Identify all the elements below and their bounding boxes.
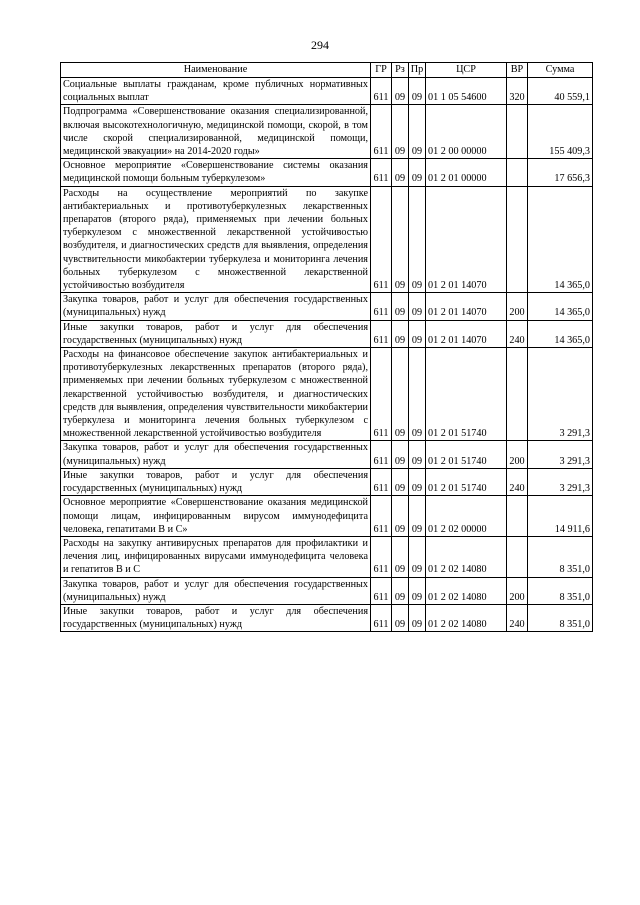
cell-sum: 14 365,0 — [528, 186, 593, 293]
table-row — [61, 348, 593, 441]
cell-gr: 611 — [371, 536, 392, 577]
table-header-row — [61, 63, 593, 78]
cell-rz: 09 — [392, 159, 409, 186]
cell-vr: 240 — [507, 604, 528, 631]
table-row — [61, 577, 593, 604]
table-row — [61, 496, 593, 537]
cell-csr: 01 2 01 14070 — [426, 293, 507, 320]
cell-sum: 17 656,3 — [528, 159, 593, 186]
cell-rz: 09 — [392, 348, 409, 441]
table-row — [61, 78, 593, 105]
cell-vr: 200 — [507, 293, 528, 320]
cell-csr: 01 2 01 51740 — [426, 441, 507, 468]
cell-gr: 611 — [371, 468, 392, 495]
cell-pr: 09 — [409, 468, 426, 495]
cell-vr — [507, 496, 528, 537]
cell-sum: 14 365,0 — [528, 320, 593, 347]
cell-pr: 09 — [409, 186, 426, 293]
page-number: 294 — [311, 38, 329, 52]
cell-name: Основное мероприятие «Совершенствование оказания медицинской помощи лицам, инфицированным вирусом иммунодефицита человека, гепатитами В и С» — [61, 496, 371, 537]
cell-rz: 09 — [392, 496, 409, 537]
cell-sum: 3 291,3 — [528, 468, 593, 495]
cell-rz: 09 — [392, 604, 409, 631]
cell-csr: 01 2 01 14070 — [426, 320, 507, 347]
cell-pr: 09 — [409, 78, 426, 105]
cell-rz: 09 — [392, 320, 409, 347]
budget-table — [60, 62, 593, 632]
table-body — [61, 78, 593, 632]
cell-name: Иные закупки товаров, работ и услуг для обеспечения государственных (муниципальных) нужд — [61, 320, 371, 347]
cell-sum: 3 291,3 — [528, 348, 593, 441]
cell-name: Социальные выплаты гражданам, кроме публичных нормативных социальных выплат — [61, 78, 371, 105]
cell-rz: 09 — [392, 468, 409, 495]
table-row — [61, 293, 593, 320]
cell-rz: 09 — [392, 105, 409, 159]
cell-name: Иные закупки товаров, работ и услуг для обеспечения государственных (муниципальных) нужд — [61, 604, 371, 631]
table-row — [61, 159, 593, 186]
cell-rz: 09 — [392, 78, 409, 105]
cell-pr: 09 — [409, 293, 426, 320]
cell-pr: 09 — [409, 159, 426, 186]
cell-vr: 200 — [507, 577, 528, 604]
table-row — [61, 105, 593, 159]
cell-name: Закупка товаров, работ и услуг для обеспечения государственных (муниципальных) нужд — [61, 577, 371, 604]
table-row — [61, 604, 593, 631]
cell-pr: 09 — [409, 536, 426, 577]
table-row — [61, 320, 593, 347]
table-row — [61, 186, 593, 293]
cell-csr: 01 2 02 00000 — [426, 496, 507, 537]
table-row — [61, 468, 593, 495]
cell-vr: 240 — [507, 320, 528, 347]
cell-rz: 09 — [392, 186, 409, 293]
cell-csr: 01 2 02 14080 — [426, 536, 507, 577]
cell-sum: 3 291,3 — [528, 441, 593, 468]
cell-name: Расходы на закупку антивирусных препаратов для профилактики и лечения лиц, инфицированных вирусами иммунодефицита человека и гепатитов В и С — [61, 536, 371, 577]
cell-pr: 09 — [409, 320, 426, 347]
cell-rz: 09 — [392, 293, 409, 320]
cell-sum: 8 351,0 — [528, 604, 593, 631]
cell-name: Основное мероприятие «Совершенствование системы оказания медицинской помощи больным туберкулезом» — [61, 159, 371, 186]
cell-csr: 01 2 01 51740 — [426, 468, 507, 495]
cell-csr: 01 2 02 14080 — [426, 577, 507, 604]
cell-sum: 8 351,0 — [528, 577, 593, 604]
cell-gr: 611 — [371, 78, 392, 105]
cell-vr: 320 — [507, 78, 528, 105]
cell-pr: 09 — [409, 105, 426, 159]
cell-vr: 200 — [507, 441, 528, 468]
cell-sum: 40 559,1 — [528, 78, 593, 105]
cell-name: Расходы на финансовое обеспечение закупок антибактериальных и противотуберкулезных лекарственных препаратов (второго ряда), применяемых при лечении больных туберкулезом с множественной лекарственной устойчивостью возбудителя, и диагностических средств для выявления, определения чувствительности микобактерии туберкулеза и мониторинга лечения больных туберкулезом с множественной лекарственной устойчивостью возбудителя — [61, 348, 371, 441]
header-csr: ЦСР — [426, 63, 507, 78]
cell-pr: 09 — [409, 348, 426, 441]
cell-csr: 01 2 02 14080 — [426, 604, 507, 631]
cell-gr: 611 — [371, 186, 392, 293]
cell-sum: 14 911,6 — [528, 496, 593, 537]
table-row — [61, 536, 593, 577]
cell-name: Закупка товаров, работ и услуг для обеспечения государственных (муниципальных) нужд — [61, 293, 371, 320]
cell-name: Подпрограмма «Совершенствование оказания специализированной, включая высокотехнологичную, медицинской помощи, скорой, в том числе скорой специализированной, медицинской помощи, медицинской эвакуации» на 2014-2020 годы» — [61, 105, 371, 159]
table-row — [61, 441, 593, 468]
cell-gr: 611 — [371, 496, 392, 537]
cell-gr: 611 — [371, 320, 392, 347]
cell-gr: 611 — [371, 441, 392, 468]
cell-pr: 09 — [409, 441, 426, 468]
header-vr: ВР — [507, 63, 528, 78]
cell-vr — [507, 159, 528, 186]
cell-gr: 611 — [371, 105, 392, 159]
header-pr: Пр — [409, 63, 426, 78]
cell-name: Иные закупки товаров, работ и услуг для обеспечения государственных (муниципальных) нужд — [61, 468, 371, 495]
cell-sum: 155 409,3 — [528, 105, 593, 159]
cell-csr: 01 2 01 51740 — [426, 348, 507, 441]
cell-rz: 09 — [392, 536, 409, 577]
cell-vr: 240 — [507, 468, 528, 495]
cell-csr: 01 2 01 14070 — [426, 186, 507, 293]
cell-name: Закупка товаров, работ и услуг для обеспечения государственных (муниципальных) нужд — [61, 441, 371, 468]
cell-name: Расходы на осуществление мероприятий по закупке антибактериальных и противотуберкулезных лекарственных препаратов (второго ряда), применяемых при лечении больных туберкулезом с множественной лекарственной устойчивостью возбудителя, и диагностических средств для выявления, определения чувствительности микобактерии туберкулеза и мониторинга лечения больных туберкулезом с множественной лекарственной устойчивостью возбудителя — [61, 186, 371, 293]
cell-gr: 611 — [371, 604, 392, 631]
cell-csr: 01 2 00 00000 — [426, 105, 507, 159]
cell-csr: 01 2 01 00000 — [426, 159, 507, 186]
cell-rz: 09 — [392, 577, 409, 604]
cell-vr — [507, 105, 528, 159]
cell-gr: 611 — [371, 577, 392, 604]
cell-gr: 611 — [371, 159, 392, 186]
cell-vr — [507, 536, 528, 577]
header-name: Наименование — [61, 63, 371, 78]
cell-pr: 09 — [409, 496, 426, 537]
header-gr: ГР — [371, 63, 392, 78]
cell-sum: 8 351,0 — [528, 536, 593, 577]
cell-gr: 611 — [371, 348, 392, 441]
cell-vr — [507, 348, 528, 441]
cell-rz: 09 — [392, 441, 409, 468]
cell-gr: 611 — [371, 293, 392, 320]
cell-vr — [507, 186, 528, 293]
cell-sum: 14 365,0 — [528, 293, 593, 320]
cell-pr: 09 — [409, 604, 426, 631]
cell-pr: 09 — [409, 577, 426, 604]
header-rz: Рз — [392, 63, 409, 78]
header-sum: Сумма — [528, 63, 593, 78]
cell-csr: 01 1 05 54600 — [426, 78, 507, 105]
